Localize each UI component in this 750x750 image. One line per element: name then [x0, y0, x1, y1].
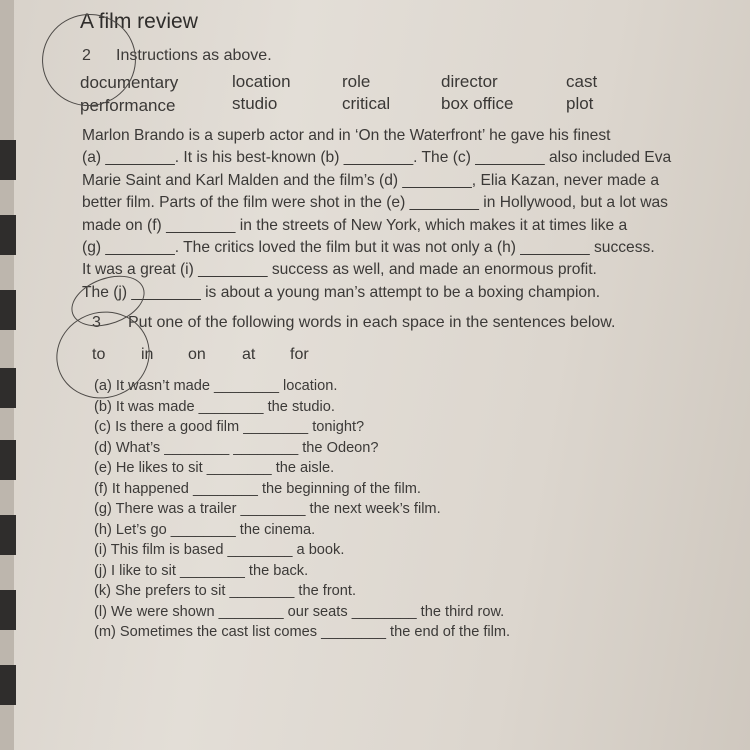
page-title: A film review: [80, 10, 198, 33]
sentence-item: (f) It happened ________ the beginning of the film.: [94, 480, 421, 497]
word-item: on: [188, 346, 206, 363]
exercise-3-number: 3: [92, 314, 101, 331]
word-item: at: [242, 346, 256, 363]
word-item: location: [232, 72, 291, 91]
sentence-item: (k) She prefers to sit ________ the front.: [94, 583, 357, 599]
sentence-item: (h) Let’s go ________ the cinema.: [94, 521, 316, 538]
binding-hole: [0, 515, 16, 555]
exercise-2-number: 2: [82, 47, 91, 64]
binding-hole: [0, 368, 16, 408]
word-item: cast: [566, 72, 598, 91]
word-item: performance: [80, 96, 176, 115]
word-item: plot: [566, 94, 594, 113]
sentence-item: (b) It was made ________ the studio.: [94, 398, 335, 415]
paragraph-line: better film. Parts of the film were shot in the (e) ________ in Hollywood, but a lot was: [82, 194, 668, 212]
word-item: in: [141, 346, 154, 363]
paragraph-line: Marlon Brando is a superb actor and in ‘On the Waterfront’ he gave his finest: [82, 127, 611, 144]
sentence-item: (d) What’s ________ ________ the Odeon?: [94, 439, 379, 456]
word-item: critical: [342, 94, 391, 113]
exercise-2-instruction: Instructions as above.: [116, 47, 272, 64]
binding-hole: [0, 290, 16, 330]
sentence-item: (i) This film is based ________ a book.: [94, 542, 345, 558]
sentence-item: (e) He likes to sit ________ the aisle.: [94, 460, 335, 476]
word-item: documentary: [80, 73, 179, 92]
binding-hole: [0, 140, 16, 180]
word-item: studio: [232, 94, 278, 113]
sentence-item: (c) Is there a good film ________ tonight?: [94, 419, 365, 435]
paragraph-line: (a) ________. It is his best-known (b) ________. The (c) ________ also included Eva: [82, 149, 672, 167]
exercise-2-paragraph: [82, 125, 732, 304]
sentence-item: (g) There was a trailer ________ the next week’s film.: [94, 501, 441, 517]
word-item: for: [290, 346, 309, 363]
word-item: role: [342, 72, 371, 91]
paragraph-line: It was a great (i) ________ success as well, and made an enormous profit.: [82, 261, 597, 279]
sentence-item: (m) Sometimes the cast list comes ________ the end of the film.: [94, 624, 511, 640]
exercise-3-sentences: [94, 376, 510, 643]
word-item: box office: [441, 94, 514, 113]
binding-hole: [0, 590, 16, 630]
binding-hole: [0, 665, 16, 705]
sentence-item: (l) We were shown ________ our seats ________ the third row.: [94, 603, 505, 620]
word-item: director: [441, 72, 498, 91]
sentence-item: (a) It wasn’t made ________ location.: [94, 378, 338, 394]
paragraph-line: made on (f) ________ in the streets of New York, which makes it at times like a: [82, 216, 628, 234]
paragraph-line: Marie Saint and Karl Malden and the film’s (d) ________, Elia Kazan, never made a: [82, 171, 660, 189]
binding-hole: [0, 215, 16, 255]
exercise-3-instruction: Put one of the following words in each space in the sentences below.: [128, 314, 616, 331]
word-item: to: [92, 346, 106, 363]
binding-hole: [0, 440, 16, 480]
paragraph-line: (g) ________. The critics loved the film but it was not only a (h) ________ success.: [82, 239, 655, 257]
paragraph-line: The (j) ________ is about a young man’s attempt to be a boxing champion.: [82, 283, 601, 301]
sentence-item: (j) I like to sit ________ the back.: [94, 562, 309, 579]
